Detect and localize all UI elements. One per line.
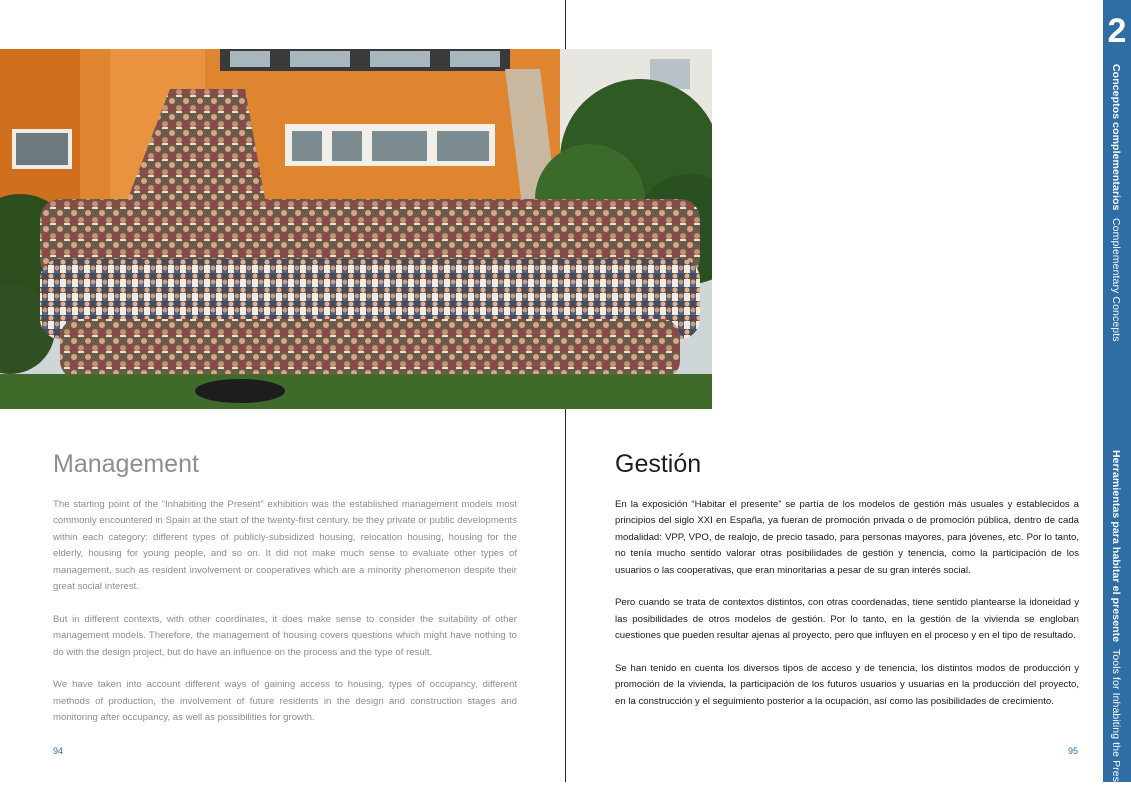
section-label-es: Conceptos complementarios: [1110, 64, 1122, 211]
book-label-es: Herramientas para habitar el presente: [1110, 450, 1122, 643]
paragraph: Se han tenido en cuenta los diversos tipos de acceso y de tenencia, los distintos modos de producción y promoción de la vivienda, la participación de los futuros usuarios y usuarias en la producción del proyecto, en la construcción y el seguimiento posterior a la ocupación, así como las posibilidades de crecimiento.: [615, 663, 1079, 707]
page-title-en: Management: [53, 450, 199, 478]
chapter-number: 2: [1107, 12, 1127, 50]
paragraph: We have taken into account different ways of gaining access to housing, types of occupancy, different methods of production, the involvement of future residents in the design and construction stages and monitoring after occupancy, as well as possibilities for growth.: [53, 679, 517, 724]
paragraph: But in different contexts, with other coordinates, it does make sense to consider the suitability of other management models. Therefore, the management of housing covers questions which might have nothing to do with the design project, but do have an influence on the process and the type of result.: [53, 613, 517, 658]
page-number-right: 95: [1068, 746, 1079, 756]
paragraph: The starting point of the “Inhabiting the Present” exhibition was the established management models most commonly encountered in Spain at the start of the twenty-first century, be they private or public developments within each category: different types of publicly-subsidized housing, relocation housing, housing for the elderly, housing for young people, and so on. It did not make much sense to evaluate other types of management, such as resident involvement or cooperatives which are a minority phenomenon despite their great social interest.: [53, 499, 517, 593]
body-text-en: [53, 497, 517, 743]
book-label: [1110, 450, 1122, 797]
body-text-es: [615, 497, 1079, 727]
section-label-en: Complementary Concepts: [1110, 217, 1122, 342]
book-label-en: Tools for Inhabiting the Present: [1110, 649, 1122, 797]
paragraph: Pero cuando se trata de contextos distintos, con otras coordenadas, tiene sentido plantearse la idoneidad y las posibilidades de otros modelos de gestión. Por lo tanto, en la gestión de la vivienda se engloban cuestiones que pueden resultar ajenas al proyecto, pero que influyen en el proceso y en el tipo de resultado.: [615, 597, 1079, 642]
section-label: [1110, 64, 1122, 341]
paragraph: En la exposición “Habitar el presente” se partía de los modelos de gestión más usuales y establecidos a principios del siglo XXI en España, ya fueran de promoción privada o de promoción pública, dentro de cada modalidad: VPP, VPO, de realojo, de precio tasado, para personas mayores, para jóvenes, etc. Por lo tanto, no tenía mucho sentido valorar otras posibilidades de gestión y tenencia, como la participación de los usuarios o las cooperativas, que eran minoritarias a pesar de su gran interés social.: [615, 499, 1079, 576]
page-number-left: 94: [53, 746, 64, 756]
group-photo: [0, 49, 712, 409]
page-title-es: Gestión: [615, 450, 702, 478]
